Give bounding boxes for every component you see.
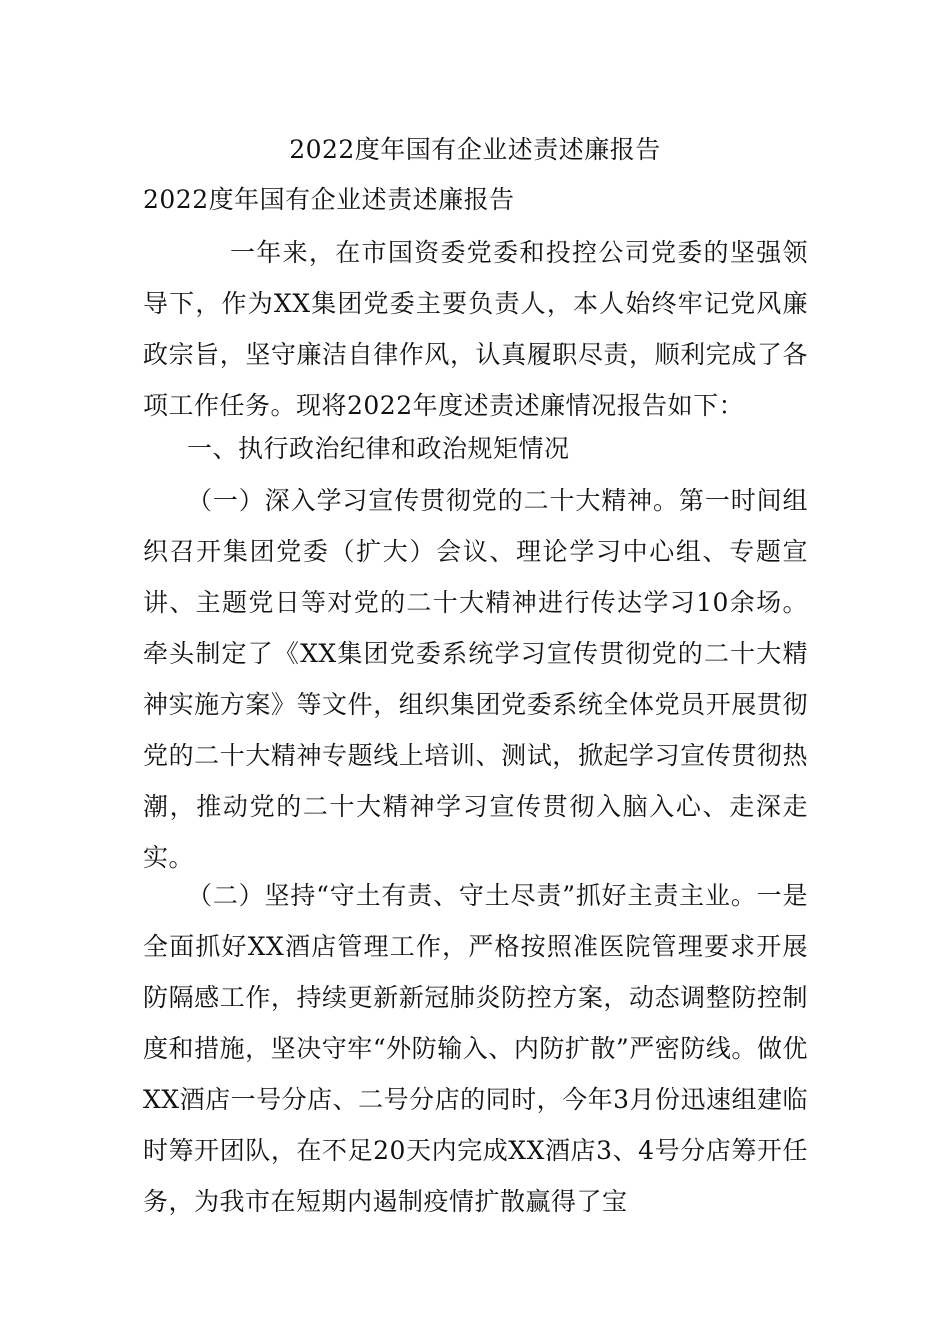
item-paragraph-2: （二）坚持“守土有责、守土尽责”抓好主责主业。一是全面抓好XX酒店管理工作，严格按照准医院管理要求开展防隔感工作，持续更新新冠肺炎防控方案，动态调整防控制度和措施，坚决守牢“外防输入、内防扩散”严密防线。做优XX酒店一号分店、二号分店的同时，今年3月份迅速组建临时筹开团队，在不足20天内完成XX酒店3、4号分店筹开任务，为我市在短期内遏制疫情扩散赢得了宝	[143, 881, 809, 1216]
section-heading-1: 一、执行政治纪律和政治规矩情况	[187, 434, 570, 463]
document-title: 2022度年国有企业述责述廉报告	[289, 135, 661, 164]
item-paragraph-1: （一）深入学习宣传贯彻党的二十大精神。第一时间组织召开集团党委（扩大）会议、理论学习中心组、专题宣讲、主题党日等对党的二十大精神进行传达学习10余场。牵头制定了《XX集团党委系统学习宣传贯彻党的二十大精神实施方案》等文件，组织集团党委系统全体党员开展贯彻党的二十大精神专题线上培训、测试，掀起学习宣传贯彻热潮，推动党的二十大精神学习宣传贯彻入脑入心、走深走实。	[143, 486, 808, 872]
document-subtitle: 2022度年国有企业述责述廉报告	[143, 185, 515, 214]
intro-paragraph: 一年来，在市国资委党委和投控公司党委的坚强领导下，作为XX集团党委主要负责人，本人始终牢记党风廉政宗旨，坚守廉洁自律作风，认真履职尽责，顺利完成了各项工作任务。现将2022年度述责述廉情况报告如下：	[143, 238, 808, 420]
